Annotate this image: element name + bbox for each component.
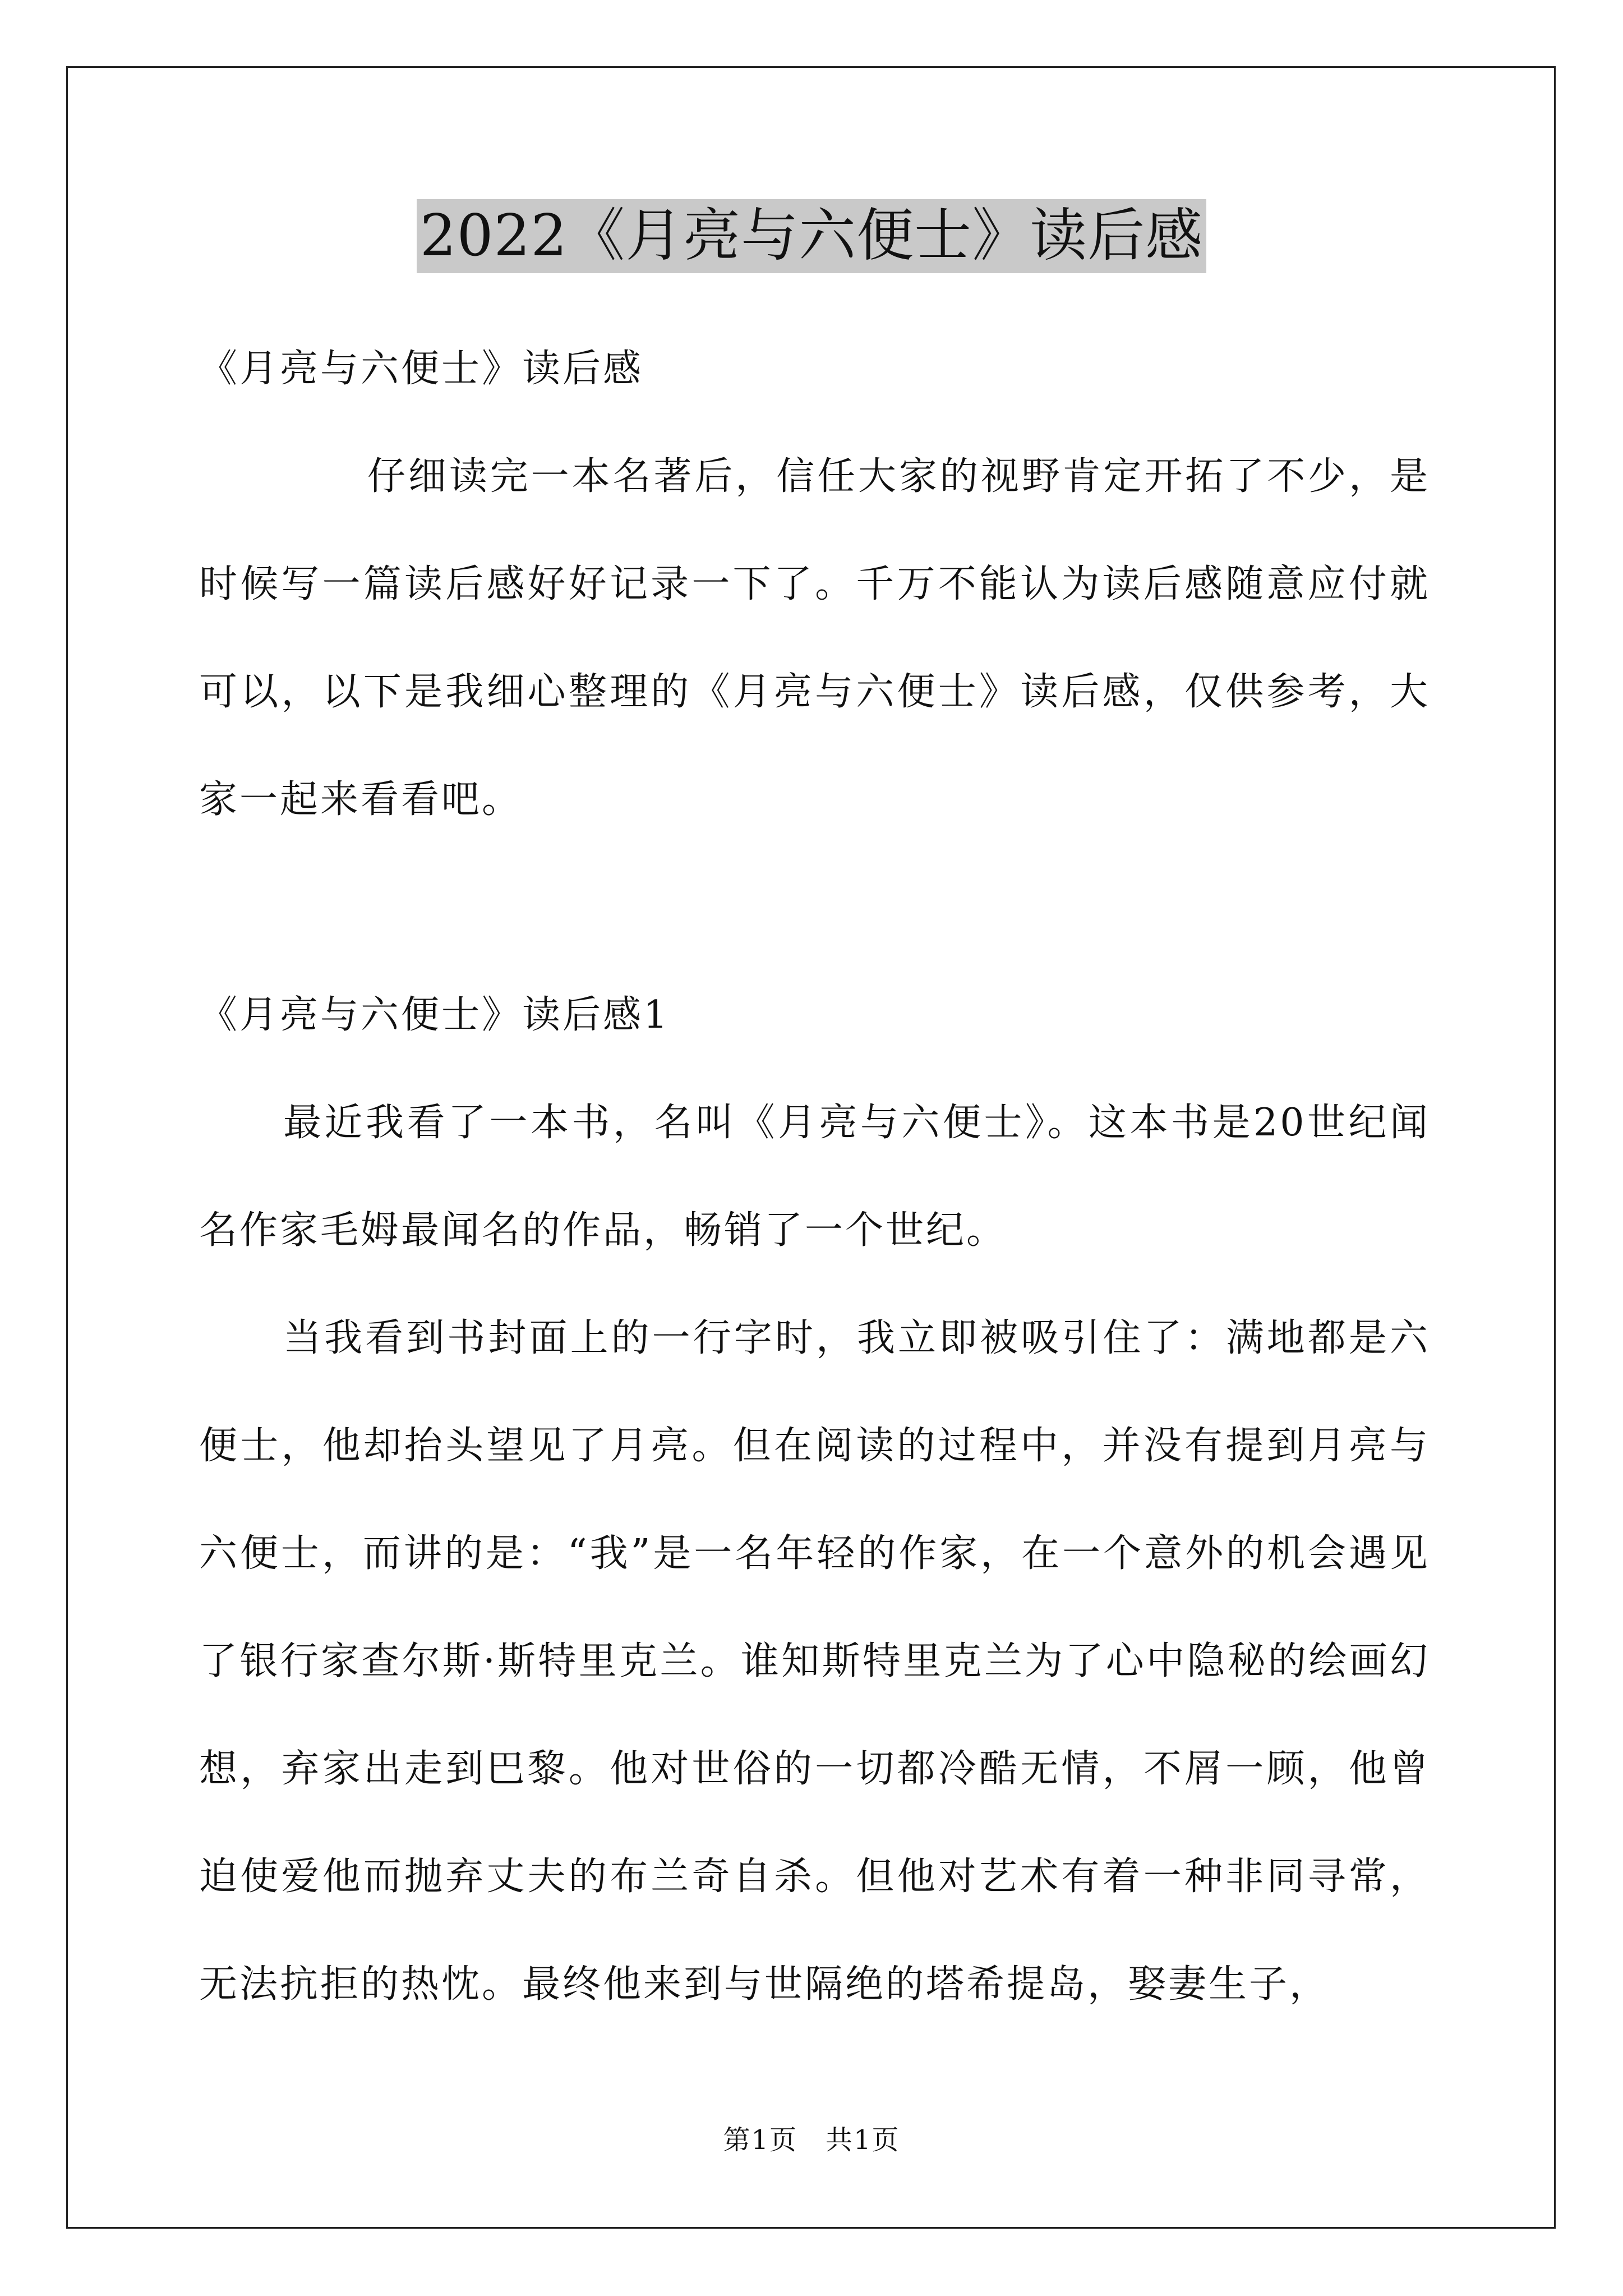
intro-paragraph: 仔细读完一本名著后，信任大家的视野肯定开拓了不少，是时候写一篇读后感好好记录一下了。千万不能认为读后感随意应付就可以，以下是我细心整理的《月亮与六便士》读后感，仅供参考，大家一起来看看吧。 bbox=[199, 454, 1430, 822]
section-spacer bbox=[199, 854, 1430, 961]
document-body bbox=[199, 315, 1430, 2039]
document-title: 2022《月亮与六便士》读后感 bbox=[417, 199, 1207, 273]
page-number: 第1页 共1页 bbox=[723, 2124, 900, 2156]
title-container bbox=[0, 199, 1623, 273]
page-footer bbox=[0, 2123, 1623, 2157]
document-subtitle: 《月亮与六便士》读后感 bbox=[199, 347, 644, 391]
body-paragraph-2: 当我看到书封面上的一行字时，我立即被吸引住了：满地都是六便士，他却抬头望见了月亮。但在阅读的过程中，并没有提到月亮与六便士，而讲的是：“我”是一名年轻的作家，在一个意外的机会遇见了银行家查尔斯·斯特里克兰。谁知斯特里克兰为了心中隐秘的绘画幻想，弃家出走到巴黎。他对世俗的一切都冷酷无情，不屑一顾，他曾迫使爱他而抛弃丈夫的布兰奇自杀。但他对艺术有着一种非同寻常，无法抗拒的热忱。最终他来到与世隔绝的塔希提岛，娶妻生子， bbox=[199, 1316, 1430, 2007]
section-heading: 《月亮与六便士》读后感1 bbox=[199, 993, 670, 1037]
body-paragraph-1: 最近我看了一本书，名叫《月亮与六便士》。这本书是20世纪闻名作家毛姆最闻名的作品，畅销了一个世纪。 bbox=[199, 1101, 1430, 1253]
